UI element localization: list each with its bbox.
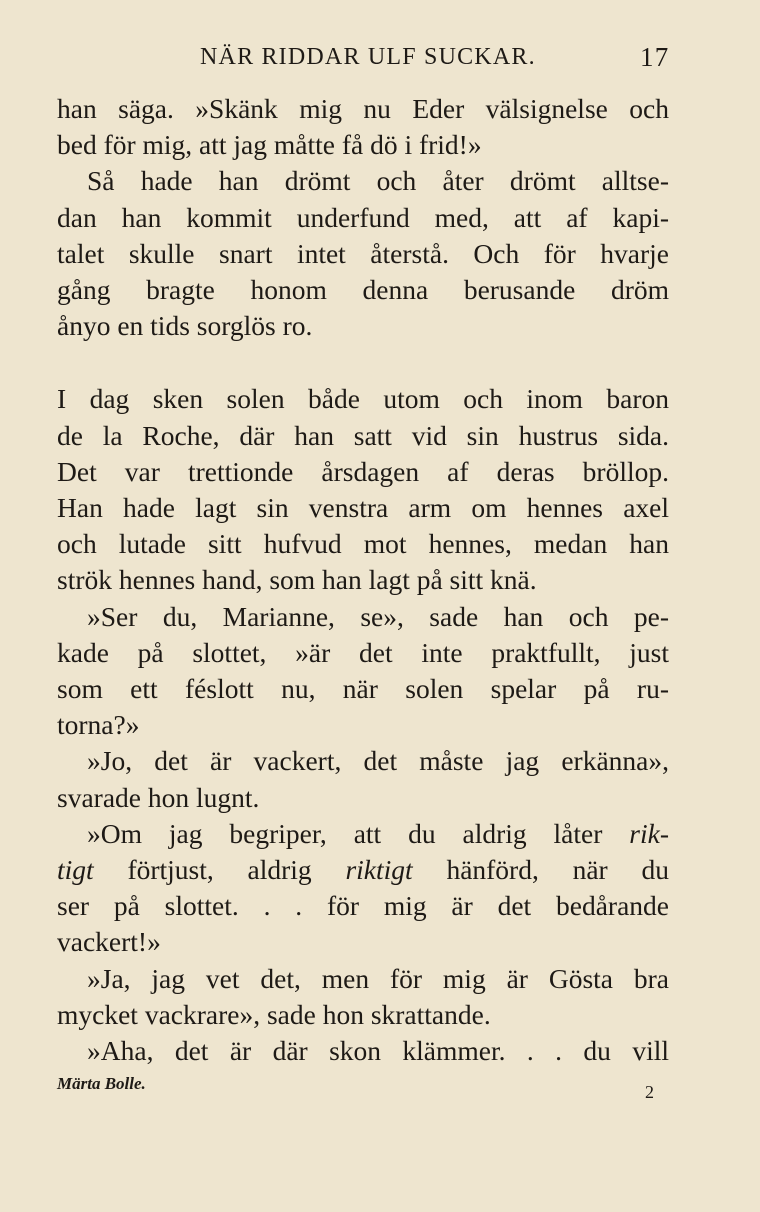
- text-line: Han hade lagt sin venstra arm om hennes axel: [57, 492, 669, 524]
- text-line: ser på slottet. . . för mig är det bedårande: [57, 890, 669, 922]
- text-line: I dag sken solen både utom och inom baron: [57, 383, 669, 415]
- text-line: svarade hon lugnt.: [57, 781, 260, 813]
- text-line: gång bragte honom denna berusande dröm: [57, 274, 669, 306]
- text-line: de la Roche, där han satt vid sin hustrus sida.: [57, 419, 669, 451]
- page-number: 17: [640, 42, 670, 72]
- running-title: NÄR RIDDAR ULF SUCKAR.: [200, 44, 536, 70]
- text-line: kade på slottet, »är det inte praktfullt, just: [57, 636, 669, 668]
- text-line: dan han kommit underfund med, att af kapi-: [57, 201, 669, 233]
- text-line: han säga. »Skänk mig nu Eder välsignelse och: [57, 93, 669, 124]
- text-line: strök hennes hand, som han lagt på sitt knä.: [57, 564, 537, 596]
- text-line: »Ser du, Marianne, se», sade han och pe-: [87, 600, 669, 632]
- italic-word: rik-: [629, 817, 669, 849]
- text-line: bed för mig, att jag måtte få dö i frid!»: [57, 129, 482, 161]
- text-line: talet skulle snart intet återstå. Och för hvarje: [57, 237, 669, 269]
- text-span: hänförd, när du: [412, 854, 669, 886]
- italic-word: tigt: [57, 854, 94, 886]
- text-line: »Aha, det är där skon klämmer. . . du vill: [87, 1035, 669, 1067]
- text-line: som ett féslott nu, när solen spelar på ru-: [57, 673, 669, 705]
- body-text: [57, 91, 669, 1069]
- text-line: »Jo, det är vackert, det måste jag erkänna»,: [87, 745, 669, 777]
- text-line: Det var trettionde årsdagen af deras bröllop.: [57, 455, 669, 487]
- sheet-mark: 2: [645, 1082, 654, 1102]
- text-span: »Om jag begriper, att du aldrig låter: [87, 817, 630, 849]
- italic-word: riktigt: [345, 854, 413, 886]
- text-span: förtjust, aldrig: [93, 854, 346, 886]
- text-line: vackert!»: [57, 926, 161, 958]
- text-line: ånyo en tids sorglös ro.: [57, 310, 313, 342]
- text-line: och lutade sitt hufvud mot hennes, medan han: [57, 528, 669, 560]
- text-line: Så hade han drömt och åter drömt alltse-: [87, 165, 669, 197]
- text-line: [57, 816, 669, 852]
- text-line: »Ja, jag vet det, men för mig är Gösta bra: [87, 962, 669, 994]
- text-line: mycket vackrare», sade hon skrattande.: [57, 998, 491, 1030]
- text-line: torna?»: [57, 709, 140, 741]
- text-line: [57, 852, 669, 888]
- section-gap: [57, 344, 669, 381]
- signature-mark: Märta Bolle.: [57, 1074, 146, 1093]
